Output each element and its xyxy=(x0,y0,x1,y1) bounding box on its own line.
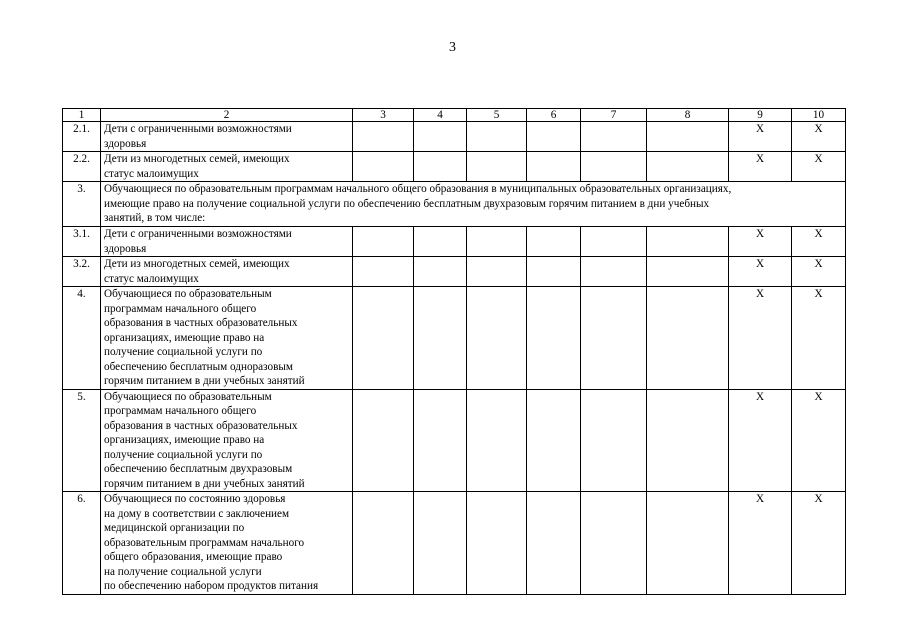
col10-mark: Х xyxy=(792,257,846,287)
row-description xyxy=(101,227,353,257)
description-line: Обучающиеся по образовательным программам начального общего образования в муниципальных образовательных организациях, xyxy=(104,183,732,195)
description-line: организациях, имеющие право на xyxy=(104,434,265,446)
empty-cell xyxy=(581,389,647,492)
description-line: горячим питанием в дни учебных занятий xyxy=(104,375,305,387)
description-line: на дому в соответствии с заключением xyxy=(104,507,290,520)
row-number: 3.2. xyxy=(63,257,101,287)
description-line: Дети с ограниченными возможностями xyxy=(104,228,292,240)
empty-cell xyxy=(581,492,647,595)
empty-cell xyxy=(581,122,647,152)
description-line: имеющие право на получение социальной услуги по обеспечению бесплатным двухразовым горячим питанием в дни учебных xyxy=(104,197,710,210)
empty-cell xyxy=(581,152,647,182)
col10-mark: Х xyxy=(792,227,846,257)
row-number: 3. xyxy=(63,182,101,227)
column-header: 2 xyxy=(101,109,353,122)
col10-mark: Х xyxy=(792,492,846,595)
row-description xyxy=(101,492,353,595)
col9-mark: Х xyxy=(729,122,792,152)
description-line: организациях, имеющие право на xyxy=(104,331,265,344)
description-line: Обучающиеся по состоянию здоровья xyxy=(104,493,286,505)
table-row xyxy=(63,287,846,390)
table-row xyxy=(63,389,846,492)
table-row-section xyxy=(63,182,846,227)
col10-mark: Х xyxy=(792,152,846,182)
col9-mark: Х xyxy=(729,492,792,595)
description-line: Дети из многодетных семей, имеющих xyxy=(104,258,290,270)
row-number: 5. xyxy=(63,389,101,492)
empty-cell xyxy=(414,287,467,390)
empty-cell xyxy=(647,287,729,390)
table-row xyxy=(63,122,846,152)
empty-cell xyxy=(527,389,581,492)
column-header: 9 xyxy=(729,109,792,122)
table-row xyxy=(63,492,846,595)
empty-cell xyxy=(527,227,581,257)
col9-mark: Х xyxy=(729,152,792,182)
description-line: статус малоимущих xyxy=(104,272,199,285)
empty-cell xyxy=(467,389,527,492)
empty-cell xyxy=(647,492,729,595)
column-header: 4 xyxy=(414,109,467,122)
col9-mark: Х xyxy=(729,389,792,492)
empty-cell xyxy=(581,287,647,390)
description-line: обеспечению бесплатным одноразовым xyxy=(104,360,293,373)
row-description xyxy=(101,257,353,287)
description-line: медицинской организации по xyxy=(104,522,245,534)
col10-mark: Х xyxy=(792,122,846,152)
description-line: на получение социальной услуги xyxy=(104,565,262,578)
empty-cell xyxy=(467,122,527,152)
description-line: горячим питанием в дни учебных занятий xyxy=(104,477,305,490)
description-line: получение социальной услуги по xyxy=(104,346,263,358)
empty-cell xyxy=(353,492,414,595)
empty-cell xyxy=(353,152,414,182)
empty-cell xyxy=(414,492,467,595)
empty-cell xyxy=(353,227,414,257)
description-line: образования в частных образовательных xyxy=(104,317,298,329)
row-description xyxy=(101,122,353,152)
description-line: получение социальной услуги по xyxy=(104,448,263,461)
row-number: 6. xyxy=(63,492,101,595)
empty-cell xyxy=(467,287,527,390)
row-description xyxy=(101,152,353,182)
description-line: по обеспечению набором продуктов питания xyxy=(104,580,319,592)
section-description xyxy=(101,182,846,227)
empty-cell xyxy=(581,257,647,287)
table-row xyxy=(63,257,846,287)
description-line: образовательным программам начального xyxy=(104,536,305,549)
row-description xyxy=(101,287,353,390)
description-line: статус малоимущих xyxy=(104,167,199,180)
col9-mark: Х xyxy=(729,227,792,257)
column-header: 8 xyxy=(647,109,729,122)
table-header-row xyxy=(63,109,846,122)
empty-cell xyxy=(647,152,729,182)
empty-cell xyxy=(353,257,414,287)
empty-cell xyxy=(414,389,467,492)
empty-cell xyxy=(467,257,527,287)
description-line: Обучающиеся по образовательным xyxy=(104,390,272,403)
description-line: обеспечению бесплатным двухразовым xyxy=(104,463,293,475)
col10-mark: Х xyxy=(792,287,846,390)
column-header: 1 xyxy=(63,109,101,122)
column-header: 6 xyxy=(527,109,581,122)
row-number: 2.2. xyxy=(63,152,101,182)
empty-cell xyxy=(527,122,581,152)
description-line: здоровья xyxy=(104,242,147,255)
table-row xyxy=(63,227,846,257)
column-header: 5 xyxy=(467,109,527,122)
description-line: Обучающиеся по образовательным xyxy=(104,288,272,300)
empty-cell xyxy=(467,492,527,595)
empty-cell xyxy=(353,122,414,152)
empty-cell xyxy=(581,227,647,257)
description-line: Дети с ограниченными возможностями xyxy=(104,123,292,135)
description-line: программам начального общего xyxy=(104,405,257,417)
description-line: общего образования, имеющие право xyxy=(104,551,283,563)
description-line: здоровья xyxy=(104,137,147,150)
col9-mark: Х xyxy=(729,287,792,390)
table-row xyxy=(63,152,846,182)
empty-cell xyxy=(527,287,581,390)
empty-cell xyxy=(467,227,527,257)
empty-cell xyxy=(647,257,729,287)
empty-cell xyxy=(647,122,729,152)
description-line: Дети из многодетных семей, имеющих xyxy=(104,153,290,165)
empty-cell xyxy=(414,122,467,152)
empty-cell xyxy=(647,389,729,492)
column-header: 7 xyxy=(581,109,647,122)
row-description xyxy=(101,389,353,492)
empty-cell xyxy=(353,389,414,492)
page-number: 3 xyxy=(449,40,456,55)
empty-cell xyxy=(527,257,581,287)
empty-cell xyxy=(647,227,729,257)
empty-cell xyxy=(414,257,467,287)
col10-mark: Х xyxy=(792,389,846,492)
empty-cell xyxy=(527,152,581,182)
col9-mark: Х xyxy=(729,257,792,287)
empty-cell xyxy=(414,227,467,257)
description-line: образования в частных образовательных xyxy=(104,419,298,432)
row-number: 2.1. xyxy=(63,122,101,152)
column-header: 10 xyxy=(792,109,846,122)
description-line: программам начального общего xyxy=(104,302,257,315)
row-number: 3.1. xyxy=(63,227,101,257)
description-line: занятий, в том числе: xyxy=(104,212,206,224)
services-table xyxy=(62,108,846,595)
empty-cell xyxy=(467,152,527,182)
row-number: 4. xyxy=(63,287,101,390)
empty-cell xyxy=(527,492,581,595)
empty-cell xyxy=(353,287,414,390)
empty-cell xyxy=(414,152,467,182)
column-header: 3 xyxy=(353,109,414,122)
